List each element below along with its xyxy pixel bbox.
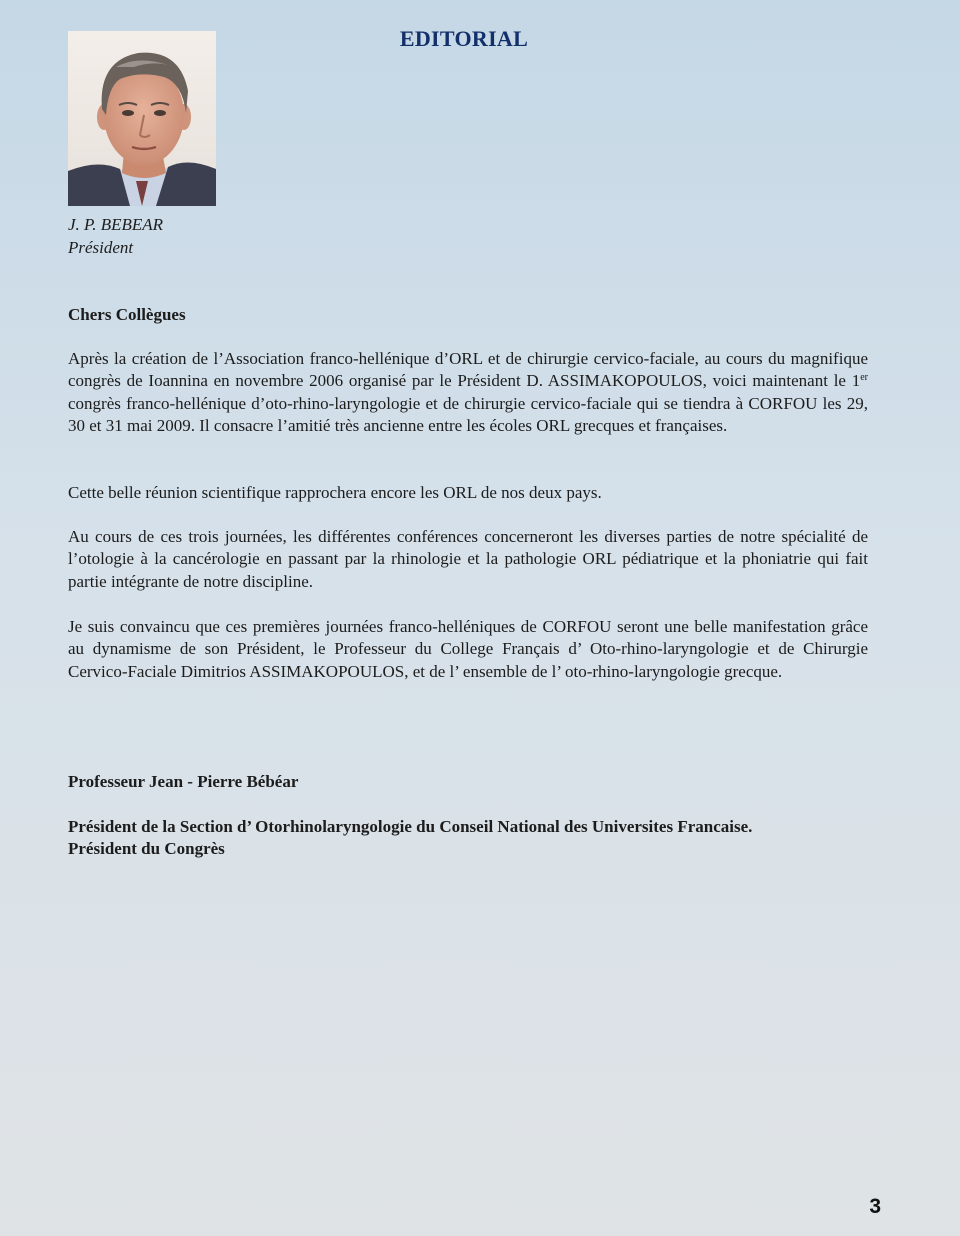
signature-title-line-2: Président du Congrès — [68, 839, 225, 859]
paragraph-1 — [68, 348, 868, 438]
signature-title-line-1: Président de la Section d’ Otorhinolaryngologie du Conseil National des Universites Francaise. — [68, 817, 753, 836]
paragraph-3: Au cours de ces trois journées, les différentes conférences concerneront les diverses parties de notre spécialité de l’otologie à la cancérologie en passant par la rhinologie et la pathologie ORL pédiatrique et la phoniatrie qui fait partie intégrante de notre discipline. — [68, 527, 868, 591]
paragraph-4: Je suis convaincu que ces premières journées franco-helléniques de CORFOU seront une belle manifestation grâce au dynamisme de son Président, le Professeur du College Français d’ Oto-rhino-laryngologie et de Chirurgie Cervico-Faciale Dimitrios ASSIMAKOPOULOS, et de l’ ensemble de l’ oto-rhino-laryngologie grecque. — [68, 617, 868, 681]
page-number: 3 — [869, 1195, 881, 1218]
author-name: J. P. BEBEAR — [68, 215, 164, 234]
paragraph-1-superscript: er — [860, 372, 868, 384]
paragraph-1-text-end: congrès franco-hellénique d’oto-rhino-laryngologie et de chirurgie cervico-faciale qui se tiendra à CORFOU les 29, 30 et 31 mai 2009. Il consacre l’amitié très ancienne entre les écoles ORL grecques et françaises. — [68, 393, 868, 436]
page-title: EDITORIAL — [399, 26, 529, 51]
author-role: Président — [68, 238, 134, 257]
greeting: Chers Collègues — [68, 305, 186, 324]
author-portrait — [68, 31, 216, 206]
paragraph-2: Cette belle réunion scientifique rapprochera encore les ORL de nos deux pays. — [68, 483, 602, 502]
signature-name: Professeur Jean - Pierre Bébéar — [68, 772, 299, 791]
paragraph-1-text-start: Après la création de l’Association franco-hellénique d’ORL et de chirurgie cervico-faciale, au cours du magnifique congrès de Ioannina en novembre 2006 organisé par le Président D. ASSIMAKOPOULOS, voici maintenant le 1 — [68, 349, 868, 391]
signature-titles — [68, 816, 868, 861]
